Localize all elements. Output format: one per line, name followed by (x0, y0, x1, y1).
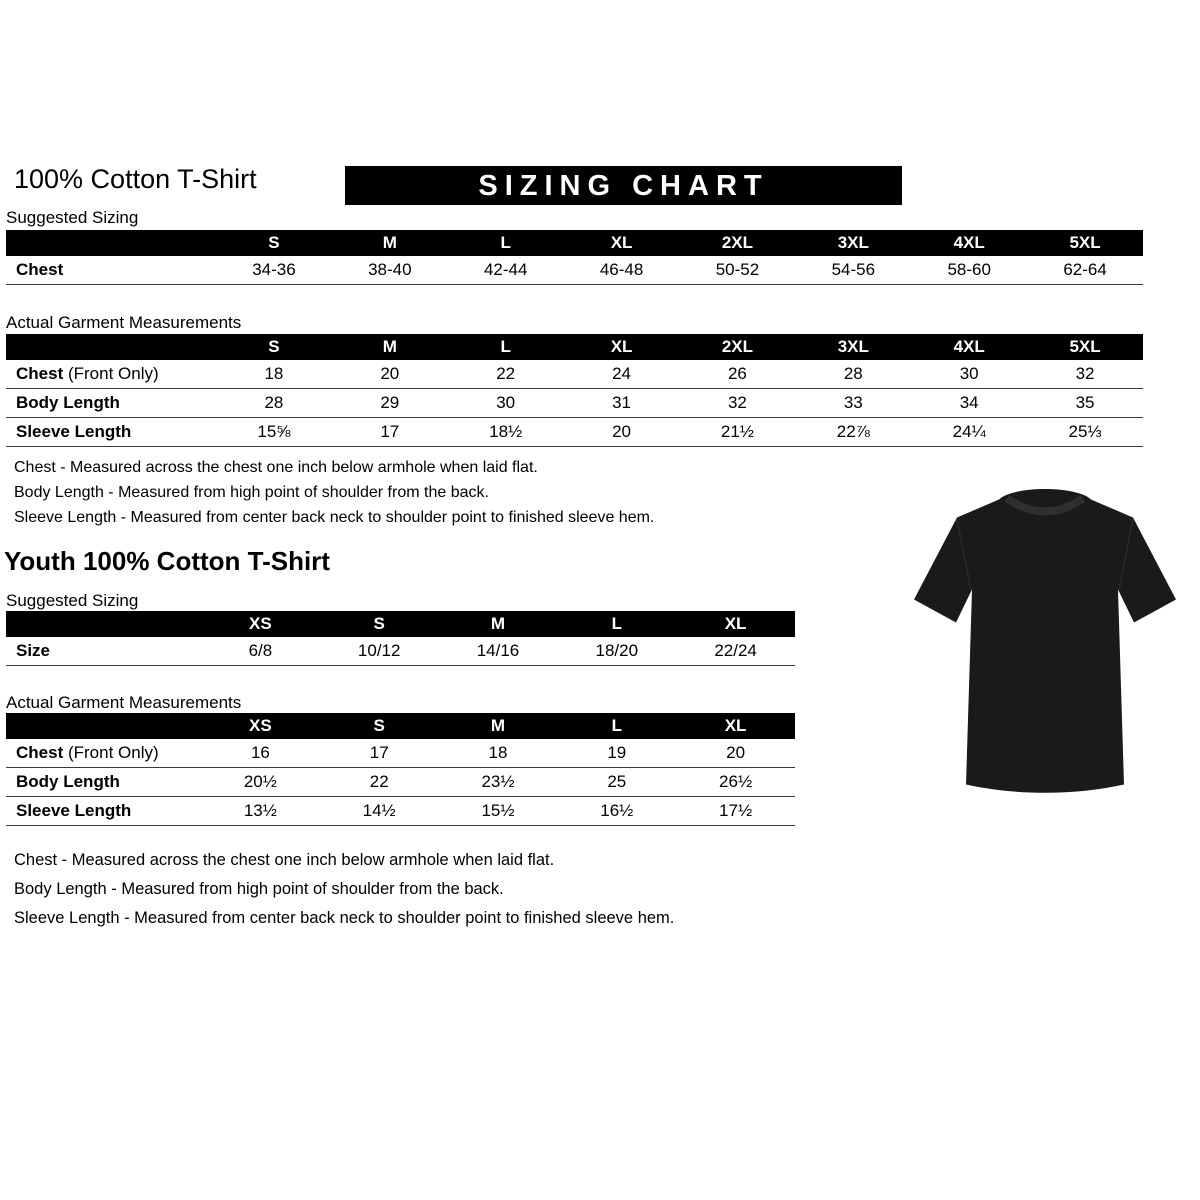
row-label (6, 360, 216, 389)
column-header-4xl: 4XL (911, 230, 1027, 256)
table-header (6, 230, 1143, 256)
value-cell: 19 (557, 739, 676, 768)
value-cell: 24 (564, 360, 680, 389)
value-cell: 18 (216, 360, 332, 389)
adult-suggested-table (6, 230, 1143, 285)
value-cell: 38-40 (332, 256, 448, 285)
value-cell: 13½ (201, 797, 320, 826)
value-cell: 21½ (680, 418, 796, 447)
row-label-text: Sleeve Length (16, 422, 132, 441)
note-body-length: Body Length - Measured from high point of shoulder from the back. (14, 484, 489, 501)
column-header-m: M (439, 611, 558, 637)
column-header-xl: XL (676, 611, 795, 637)
value-cell: 22⅞ (795, 418, 911, 447)
row-sublabel: (Front Only) (63, 743, 159, 762)
adult-measurement-notes (14, 455, 654, 530)
column-header-xl: XL (676, 713, 795, 739)
value-cell: 20½ (201, 768, 320, 797)
row-sublabel: (Front Only) (63, 364, 159, 383)
value-cell: 42-44 (448, 256, 564, 285)
value-cell: 22/24 (676, 637, 795, 666)
header-spacer (6, 611, 201, 637)
table-row (6, 739, 795, 768)
row-label-text: Chest (16, 364, 64, 383)
table-row (6, 768, 795, 797)
value-cell: 20 (564, 418, 680, 447)
youth-suggested-table (6, 611, 795, 666)
value-cell: 20 (332, 360, 448, 389)
youth-suggested-section-label: Suggested Sizing (6, 591, 139, 610)
note-body-length: Body Length - Measured from high point of shoulder from the back. (14, 880, 504, 898)
value-cell: 23½ (439, 768, 558, 797)
value-cell: 20 (676, 739, 795, 768)
column-header-l: L (557, 611, 676, 637)
value-cell: 62-64 (1027, 256, 1143, 285)
row-label-text: Sleeve Length (16, 801, 132, 820)
value-cell: 58-60 (911, 256, 1027, 285)
value-cell: 34-36 (216, 256, 332, 285)
note-chest: Chest - Measured across the chest one inch below armhole when laid flat. (14, 851, 555, 869)
value-cell: 34 (911, 389, 1027, 418)
youth-actual-section-label: Actual Garment Measurements (6, 693, 242, 712)
value-cell: 32 (1027, 360, 1143, 389)
table-row (6, 637, 795, 666)
page-title: 100% Cotton T-Shirt (14, 164, 257, 194)
header-spacer (6, 334, 216, 360)
value-cell: 28 (795, 360, 911, 389)
column-header-4xl: 4XL (911, 334, 1027, 360)
row-label-text: Body Length (16, 393, 120, 412)
value-cell: 46-48 (564, 256, 680, 285)
column-header-s: S (320, 713, 439, 739)
value-cell: 17½ (676, 797, 795, 826)
row-label (6, 418, 216, 447)
column-header-xs: XS (201, 611, 320, 637)
value-cell: 30 (911, 360, 1027, 389)
value-cell: 25⅓ (1027, 418, 1143, 447)
value-cell: 17 (320, 739, 439, 768)
header-row (6, 230, 1143, 256)
sizing-chart-banner: SIZING CHART (345, 166, 902, 205)
value-cell: 31 (564, 389, 680, 418)
value-cell: 33 (795, 389, 911, 418)
row-label (6, 637, 201, 666)
column-header-l: L (448, 334, 564, 360)
table-header (6, 611, 795, 637)
column-header-s: S (320, 611, 439, 637)
column-header-xs: XS (201, 713, 320, 739)
table-header (6, 713, 795, 739)
table-header (6, 334, 1143, 360)
value-cell: 22 (320, 768, 439, 797)
value-cell: 35 (1027, 389, 1143, 418)
row-label-text: Size (16, 641, 51, 660)
adult-actual-table (6, 334, 1143, 447)
column-header-5xl: 5XL (1027, 334, 1143, 360)
youth-actual-measurements-table (6, 713, 795, 826)
header-spacer (6, 713, 201, 739)
value-cell: 25 (557, 768, 676, 797)
adult-actual-section-label: Actual Garment Measurements (6, 313, 242, 332)
tshirt-silhouette (895, 470, 1195, 818)
value-cell: 17 (332, 418, 448, 447)
value-cell: 10/12 (320, 637, 439, 666)
value-cell: 22 (448, 360, 564, 389)
column-header-l: L (448, 230, 564, 256)
header-row (6, 611, 795, 637)
row-label-text: Chest (16, 743, 64, 762)
value-cell: 50-52 (680, 256, 796, 285)
value-cell: 18/20 (557, 637, 676, 666)
row-label (6, 389, 216, 418)
adult-suggested-section-label: Suggested Sizing (6, 208, 139, 227)
column-header-3xl: 3XL (795, 230, 911, 256)
header-spacer (6, 230, 216, 256)
row-label-text: Chest (16, 260, 64, 279)
table-body (6, 637, 795, 666)
value-cell: 16 (201, 739, 320, 768)
header-row (6, 713, 795, 739)
table-body (6, 256, 1143, 285)
table-row (6, 797, 795, 826)
header-row (6, 334, 1143, 360)
value-cell: 16½ (557, 797, 676, 826)
value-cell: 14/16 (439, 637, 558, 666)
column-header-xl: XL (564, 334, 680, 360)
column-header-xl: XL (564, 230, 680, 256)
value-cell: 14½ (320, 797, 439, 826)
row-label (6, 797, 201, 826)
note-sleeve-length: Sleeve Length - Measured from center back neck to shoulder point to finished sleeve hem. (14, 909, 675, 927)
youth-actual-table (6, 713, 795, 826)
column-header-l: L (557, 713, 676, 739)
row-label (6, 256, 216, 285)
adult-suggested-sizing-table (6, 230, 1143, 285)
column-header-m: M (332, 334, 448, 360)
column-header-2xl: 2XL (680, 334, 796, 360)
youth-suggested-sizing-table (6, 611, 795, 666)
column-header-3xl: 3XL (795, 334, 911, 360)
youth-measurement-notes (14, 846, 674, 933)
row-label (6, 768, 201, 797)
table-body (6, 739, 795, 826)
column-header-m: M (439, 713, 558, 739)
column-header-2xl: 2XL (680, 230, 796, 256)
value-cell: 28 (216, 389, 332, 418)
value-cell: 15⅝ (216, 418, 332, 447)
youth-section-title: Youth 100% Cotton T-Shirt (4, 546, 330, 576)
value-cell: 26½ (676, 768, 795, 797)
column-header-s: S (216, 230, 332, 256)
table-row (6, 418, 1143, 447)
value-cell: 30 (448, 389, 564, 418)
row-label (6, 739, 201, 768)
value-cell: 24¼ (911, 418, 1027, 447)
value-cell: 6/8 (201, 637, 320, 666)
table-row (6, 389, 1143, 418)
value-cell: 26 (680, 360, 796, 389)
note-sleeve-length: Sleeve Length - Measured from center back neck to shoulder point to finished sleeve hem. (14, 509, 655, 526)
value-cell: 29 (332, 389, 448, 418)
adult-actual-measurements-table (6, 334, 1143, 447)
column-header-m: M (332, 230, 448, 256)
value-cell: 18 (439, 739, 558, 768)
value-cell: 15½ (439, 797, 558, 826)
value-cell: 54-56 (795, 256, 911, 285)
table-row (6, 360, 1143, 389)
value-cell: 32 (680, 389, 796, 418)
table-row (6, 256, 1143, 285)
column-header-5xl: 5XL (1027, 230, 1143, 256)
value-cell: 18½ (448, 418, 564, 447)
table-body (6, 360, 1143, 447)
tshirt-product-image (895, 470, 1195, 818)
column-header-s: S (216, 334, 332, 360)
note-chest: Chest - Measured across the chest one inch below armhole when laid flat. (14, 459, 538, 476)
row-label-text: Body Length (16, 772, 120, 791)
